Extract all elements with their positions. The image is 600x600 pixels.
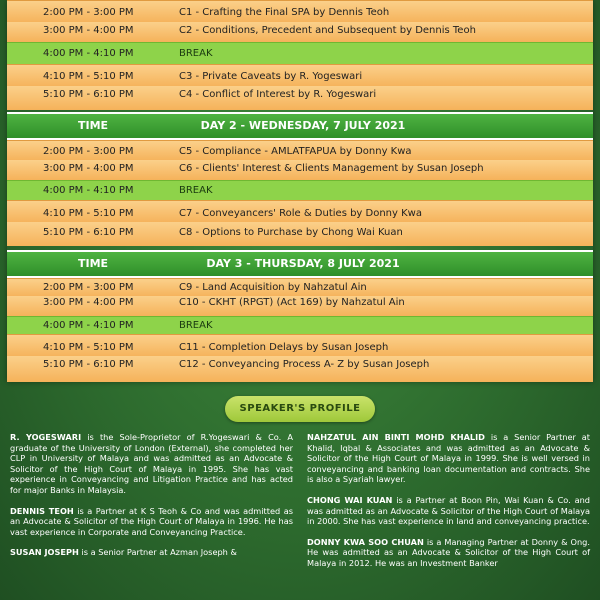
row-session: C10 - CKHT (RPGT) (Act 169) by Nahzatul Ain — [179, 297, 405, 308]
break-row — [7, 180, 593, 201]
schedule-row — [7, 296, 593, 316]
speaker-bio — [307, 537, 590, 569]
profile-column-right — [307, 432, 590, 579]
day3-header — [7, 250, 593, 278]
schedule-row — [7, 222, 593, 246]
row-time: 3:00 PM - 4:00 PM — [43, 163, 134, 174]
schedule-row — [7, 200, 593, 223]
row-time: 4:10 PM - 5:10 PM — [43, 71, 134, 82]
row-session: BREAK — [179, 48, 213, 59]
speaker-bio — [10, 547, 293, 558]
speaker-text: is a Partner at K S Teoh & Co and was admitted as an Advocate & Solicitor of the High Court of Malaya in 1996. He has vast experience in Corporate and Conveyancing Practice. — [10, 505, 293, 537]
row-time: 4:10 PM - 5:10 PM — [43, 208, 134, 219]
row-time: 5:10 PM - 6:10 PM — [43, 89, 134, 100]
profile-column-left — [10, 432, 293, 568]
schedule-row — [7, 86, 593, 110]
schedule-row — [7, 22, 593, 42]
row-session: C12 - Conveyancing Process A- Z by Susan Joseph — [179, 359, 430, 370]
day3-title: DAY 3 - THURSDAY, 8 JULY 2021 — [206, 257, 400, 270]
break-row — [7, 316, 593, 335]
row-session: C2 - Conditions, Precedent and Subsequent by Dennis Teoh — [179, 25, 476, 36]
schedule-row — [7, 334, 593, 357]
schedule-row — [7, 140, 593, 161]
row-time: 3:00 PM - 4:00 PM — [43, 297, 134, 308]
speaker-name: SUSAN JOSEPH — [10, 547, 79, 558]
schedule-row — [7, 356, 593, 382]
row-session: C11 - Completion Delays by Susan Joseph — [179, 342, 389, 353]
break-row — [7, 42, 593, 65]
speaker-name: CHONG WAI KUAN — [307, 494, 393, 505]
row-session: C6 - Clients' Interest & Clients Management by Susan Joseph — [179, 163, 484, 174]
row-session: C7 - Conveyancers' Role & Duties by Donny Kwa — [179, 208, 422, 219]
speakers-profile-heading: SPEAKER'S PROFILE — [225, 396, 375, 422]
row-session: C5 - Compliance - AMLATFAPUA by Donny Kwa — [179, 146, 412, 157]
speaker-name: DENNIS TEOH — [10, 505, 74, 516]
speaker-text: is a Partner at Boon Pin, Wai Kuan & Co. and was admitted as an Advocate & Solicitor of the High Court of Malaya in 2000. She has vast experience in land and conveyancing practice. — [307, 494, 590, 527]
schedule-row — [7, 0, 593, 23]
speaker-bio — [307, 495, 590, 527]
row-time: 4:10 PM - 5:10 PM — [43, 342, 134, 353]
speaker-text: is a Managing Partner at Donny & Ong. He was admitted as an Advocate & Solicitor of the High Court of Malaya in 2012. He was an Investment Banker — [307, 536, 590, 568]
row-time: 2:00 PM - 3:00 PM — [43, 282, 134, 293]
speaker-bio — [307, 432, 590, 485]
day2-header — [7, 112, 593, 140]
time-column-label: TIME — [77, 257, 109, 270]
row-time: 2:00 PM - 3:00 PM — [43, 146, 134, 157]
speaker-text: is a Senior Partner at Khalid, Iqbal & Associates and was admitted as an Advocate & Solicitor of the High Court of Malaya in 1999. She is well versed in conveyancing and banking loan documentation and contracts. She is also a Syariah lawyer. — [307, 432, 590, 485]
row-time: 3:00 PM - 4:00 PM — [43, 25, 134, 36]
row-time: 4:00 PM - 4:10 PM — [43, 185, 134, 196]
row-session: C4 - Conflict of Interest by R. Yogeswari — [179, 89, 377, 100]
speaker-text: is a Senior Partner at Azman Joseph & — [78, 547, 237, 558]
row-time: 5:10 PM - 6:10 PM — [43, 227, 134, 238]
row-time: 4:00 PM - 4:10 PM — [43, 48, 134, 59]
row-session: BREAK — [179, 320, 213, 331]
row-session: C3 - Private Caveats by R. Yogeswari — [179, 71, 363, 82]
schedule-row — [7, 278, 593, 297]
speaker-bio — [10, 432, 293, 496]
row-time: 4:00 PM - 4:10 PM — [43, 320, 134, 331]
speaker-name: R. YOGESWARI — [10, 432, 82, 442]
row-session: C9 - Land Acquisition by Nahzatul Ain — [179, 282, 367, 293]
speaker-bio — [10, 506, 293, 538]
speaker-name: NAHZATUL AIN BINTI MOHD KHALID — [307, 432, 485, 442]
row-session: C1 - Crafting the Final SPA by Dennis Teoh — [179, 7, 390, 18]
row-time: 2:00 PM - 3:00 PM — [43, 7, 134, 18]
speaker-name: DONNY KWA SOO CHUAN — [307, 536, 424, 547]
day2-title: DAY 2 - WEDNESDAY, 7 JULY 2021 — [200, 119, 406, 132]
time-column-label: TIME — [77, 119, 109, 132]
row-session: BREAK — [179, 185, 213, 196]
row-time: 5:10 PM - 6:10 PM — [43, 359, 134, 370]
speaker-text: is the Sole-Proprietor of R.Yogeswari & Co. A graduate of the University of London (External), she completed her CLP in University of Malaya and was admitted as an Advocate & Solicitor of the High Court of Malaya in 1995. She has vast experience in Conveyancing and Litigation Practice and has acted for major Banks in Malaysia. — [10, 432, 294, 495]
schedule-row — [7, 160, 593, 180]
row-session: C8 - Options to Purchase by Chong Wai Kuan — [179, 227, 403, 238]
schedule-row — [7, 64, 593, 87]
